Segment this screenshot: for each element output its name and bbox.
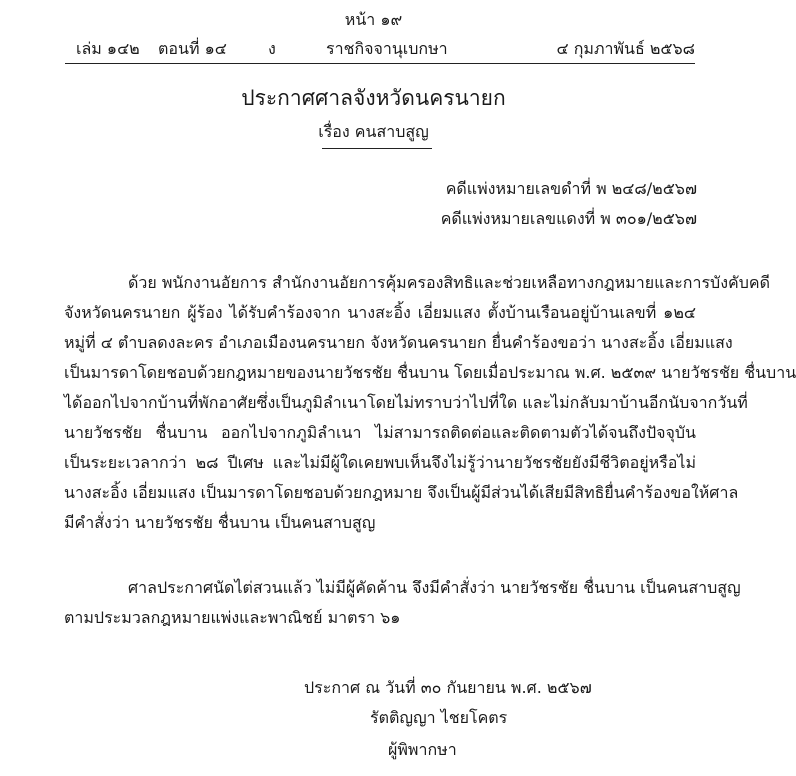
document-subject: เรื่อง คนสาบสูญ	[318, 122, 429, 141]
header-divider	[65, 63, 695, 64]
red-case-number: คดีแพ่งหมายเลขแดงที่ พ ๓๐๑/๒๕๖๗	[440, 209, 697, 228]
paragraph-line: เป็นระยะเวลากว่า ๒๘ ปีเศษ และไม่มีผู้ใดเคยพบเห็นจึงไม่รู้ว่านายวัชรชัยยังมีชีวิตอยู่หรือไม่	[64, 453, 696, 472]
paragraph-line: ได้ออกไปจากบ้านที่พักอาศัยซึ่งเป็นภูมิลำเนาโดยไม่ทราบว่าไปที่ใด และไม่กลับมาบ้านอีกนับจากวันที่	[64, 393, 748, 412]
signatory-name: รัตติญญา ไชยโคตร	[370, 708, 508, 727]
paragraph-line: จังหวัดนครนายก ผู้ร้อง ได้รับคำร้องจาก นางสะอิ้ง เอี่ยมแสง ตั้งบ้านเรือนอยู่บ้านเลขที่ ๑๒๔	[64, 303, 696, 322]
header-gazette-name: ราชกิจจานุเบกษา	[326, 39, 448, 58]
announcement-date: ประกาศ ณ วันที่ ๓๐ กันยายน พ.ศ. ๒๕๖๗	[304, 678, 592, 697]
paragraph-line: ด้วย พนักงานอัยการ สำนักงานอัยการคุ้มครองสิทธิและช่วยเหลือทางกฎหมายและการบังคับคดี	[128, 273, 770, 292]
paragraph-line: มีคำสั่งว่า นายวัชรชัย ชื่นบาน เป็นคนสาบสูญ	[64, 513, 376, 532]
paragraph-line: ตามประมวลกฎหมายแพ่งและพาณิชย์ มาตรา ๖๑	[64, 608, 401, 627]
paragraph-line: นายวัชรชัย ชื่นบาน ออกไปจากภูมิลำเนา ไม่สามารถติดต่อและติดตามตัวได้จนถึงปัจจุบัน	[64, 423, 696, 442]
header-date: ๔ กุมภาพันธ์ ๒๕๖๘	[556, 39, 695, 58]
black-case-number: คดีแพ่งหมายเลขดำที่ พ ๒๔๘/๒๕๖๗	[445, 179, 697, 198]
paragraph-line: ศาลประกาศนัดไต่สวนแล้ว ไม่มีผู้คัดค้าน จึงมีคำสั่งว่า นายวัชรชัย ชื่นบาน เป็นคนสาบสูญ	[128, 578, 741, 597]
page-number: หน้า ๑๙	[344, 10, 403, 29]
header-section: ง	[268, 39, 276, 58]
header-part: ตอนที่ ๑๔	[158, 39, 227, 58]
document-title: ประกาศศาลจังหวัดนครนายก	[241, 86, 506, 110]
paragraph-line: เป็นมารดาโดยชอบด้วยกฎหมายของนายวัชรชัย ชื่นบาน โดยเมื่อประมาณ พ.ศ. ๒๕๓๙ นายวัชรชัย ชื่นบาน	[64, 363, 796, 382]
header-volume: เล่ม ๑๔๒	[76, 39, 140, 58]
paragraph-line: นางสะอิ้ง เอี่ยมแสง เป็นมารดาโดยชอบด้วยกฎหมาย จึงเป็นผู้มีส่วนได้เสียมีสิทธิยื่นคำร้องขอให้ศาล	[64, 483, 739, 502]
paragraph-line: หมู่ที่ ๔ ตำบลดงละคร อำเภอเมืองนครนายก จังหวัดนครนายก ยื่นคำร้องขอว่า นางสะอิ้ง เอี่ยมแสง	[64, 333, 733, 352]
body-paragraph-2	[64, 573, 741, 633]
signatory-position: ผู้พิพากษา	[388, 740, 457, 759]
body-paragraph-1	[64, 268, 796, 538]
subject-underline	[322, 148, 432, 149]
